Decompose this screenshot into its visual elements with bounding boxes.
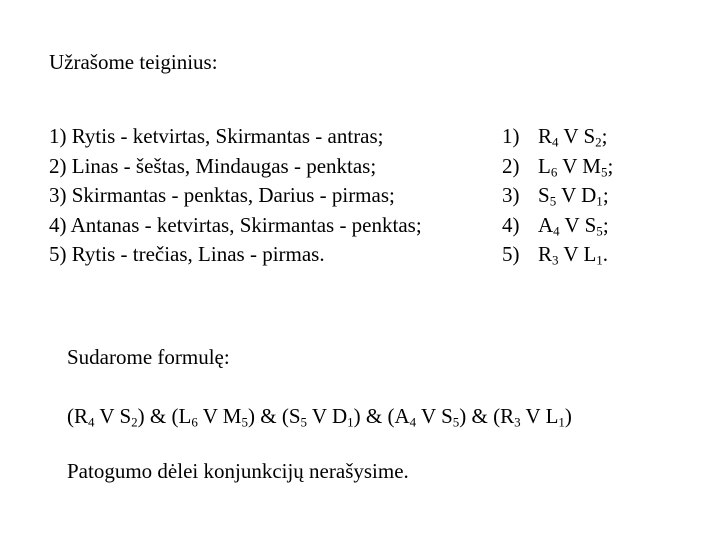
formula-item: [502, 244, 613, 274]
clause-operator: V: [416, 404, 442, 428]
heading: Užrašome teiginius:: [49, 50, 218, 74]
clause-operator: V: [307, 404, 332, 428]
formula-expression: [538, 244, 608, 274]
clause-term-b: S: [119, 404, 132, 428]
clause-term-a: A: [394, 404, 410, 428]
clause-close: ): [247, 404, 255, 428]
statement-item: 1) Rytis - ketvirtas, Skirmantas - antras;: [49, 124, 384, 148]
formula-term-b: M: [582, 153, 601, 178]
clause-term-b: D: [331, 404, 348, 428]
conjunction: &: [360, 404, 388, 428]
clause-term-b: S: [441, 404, 453, 428]
formula-number: 4): [502, 212, 520, 237]
conjunction: &: [144, 404, 172, 428]
formula-subscript-b: 5: [600, 163, 608, 179]
formula-term-a: A: [538, 212, 554, 237]
formula-subscript-a: 3: [552, 252, 559, 268]
formula-operator: V: [557, 153, 583, 178]
formula-subscript-a: 4: [552, 134, 559, 150]
note-text: Patogumo dėlei konjunkcijų nerašysime.: [67, 459, 409, 483]
formula-number: 5): [502, 242, 520, 266]
clause-subscript-b: 1: [558, 414, 565, 430]
clause-term-a: L: [178, 404, 192, 428]
combined-formula: [67, 404, 572, 430]
clause-open: (: [493, 404, 501, 428]
clause-open: (: [67, 404, 74, 428]
clause-close: ): [353, 404, 361, 428]
formula-subscript-a: 5: [549, 193, 557, 209]
clause-subscript-a: 5: [300, 414, 308, 430]
clause-operator: V: [197, 404, 223, 428]
formula-term-a: R: [538, 124, 553, 148]
clause-operator: V: [520, 404, 546, 428]
formula-term-a: R: [538, 242, 553, 266]
formula-expression: [538, 153, 614, 186]
formula-subscript-b: 1: [596, 252, 603, 268]
formula-end: .: [602, 242, 609, 266]
statement-item: 2) Linas - šeštas, Mindaugas - penktas;: [49, 153, 377, 178]
clause-subscript-b: 2: [131, 414, 138, 430]
formula-subscript-b: 2: [595, 134, 602, 150]
formula-expression: [538, 212, 609, 245]
clause-subscript-a: 3: [514, 414, 521, 430]
formulas-list: [502, 126, 613, 274]
formula-term-a: S: [538, 183, 550, 207]
formula-operator: V: [559, 212, 585, 237]
statement-item: 4) Antanas - ketvirtas, Skirmantas - penktas;: [49, 212, 422, 237]
formula-term-b: S: [583, 124, 596, 148]
clause-subscript-b: 1: [347, 414, 354, 430]
formula-item: [502, 185, 613, 215]
formula-subscript-a: 4: [553, 222, 560, 238]
formula-expression: [538, 126, 608, 156]
formula-expression: [538, 185, 609, 215]
clause-subscript-a: 4: [88, 414, 95, 430]
clause-close: ): [459, 404, 467, 428]
formula-subscript-b: 5: [596, 222, 603, 238]
formula-number: 1): [502, 124, 520, 148]
formula-end: ;: [602, 183, 609, 207]
formula-number: 2): [502, 153, 520, 178]
formula-end: ;: [607, 153, 614, 178]
clause-open: (: [281, 404, 289, 428]
clause-term-a: R: [74, 404, 89, 428]
formula-operator: V: [558, 242, 584, 266]
clause-term-b: L: [545, 404, 559, 428]
statement-item: 5) Rytis - trečias, Linas - pirmas.: [49, 242, 325, 266]
formula-term-b: D: [581, 183, 597, 207]
clause-open: (: [387, 404, 395, 428]
clause-subscript-b: 5: [241, 414, 248, 430]
compose-label: Sudarome formulę:: [67, 345, 230, 369]
formula-item: [502, 126, 613, 156]
clause-term-a: S: [288, 404, 301, 428]
conjunction: &: [466, 404, 494, 428]
formula-term-b: L: [583, 242, 597, 266]
clause-close: ): [137, 404, 145, 428]
clause-subscript-b: 5: [452, 414, 460, 430]
clause-term-a: R: [500, 404, 515, 428]
statement-item: 3) Skirmantas - penktas, Darius - pirmas;: [49, 183, 395, 207]
formula-operator: V: [558, 124, 584, 148]
statements-list: [49, 126, 422, 274]
formula-operator: V: [556, 183, 582, 207]
clause-close: ): [564, 404, 572, 428]
formula-subscript-b: 1: [596, 193, 603, 209]
formula-item: [502, 212, 613, 245]
clause-open: (: [171, 404, 179, 428]
formula-term-b: S: [584, 212, 597, 237]
formula-number: 3): [502, 183, 520, 207]
clause-term-b: M: [222, 404, 242, 428]
formula-end: ;: [601, 124, 608, 148]
clause-subscript-a: 6: [191, 414, 198, 430]
formula-term-a: L: [538, 153, 551, 178]
formula-subscript-a: 6: [550, 163, 558, 179]
formula-item: [502, 153, 614, 186]
clause-subscript-a: 4: [409, 414, 417, 430]
conjunction: &: [254, 404, 282, 428]
formula-end: ;: [602, 212, 609, 237]
clause-operator: V: [94, 404, 120, 428]
